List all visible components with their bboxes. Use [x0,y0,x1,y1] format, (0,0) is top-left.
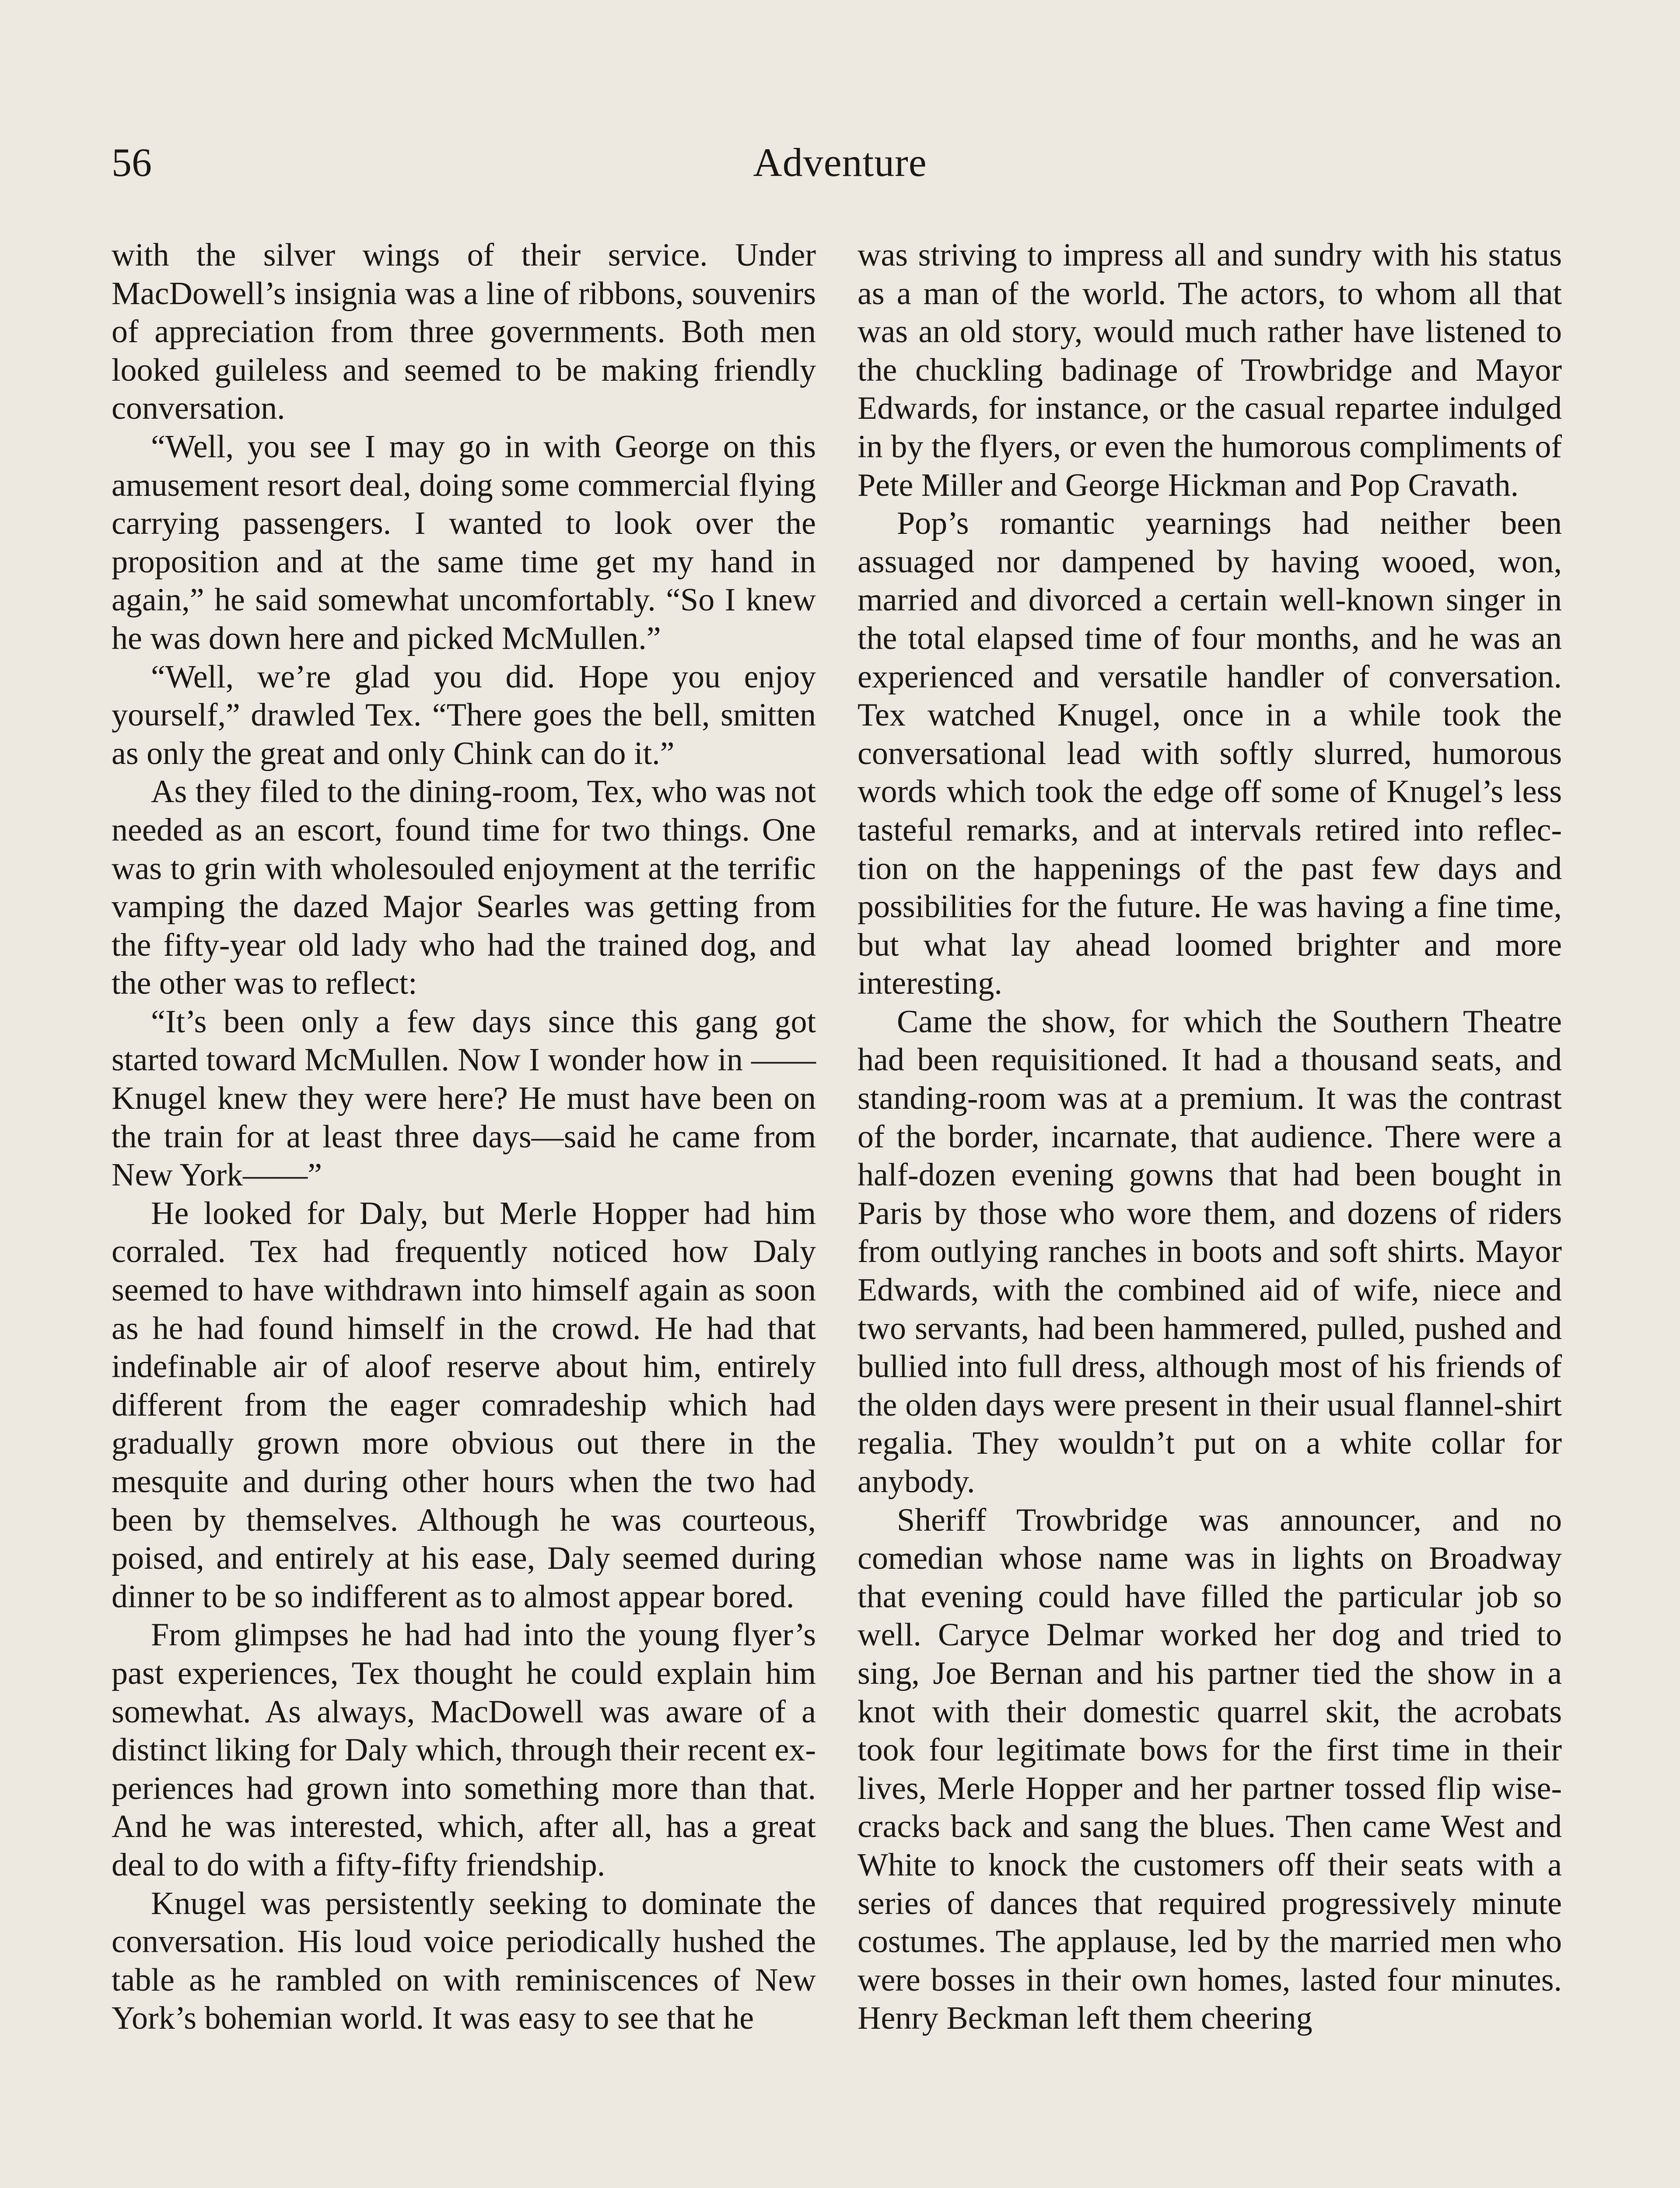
paragraph: Came the show, for which the Southern Theatre had been requisitioned. It had a thousand seats, and standing-room was at a premium. It was the contrast of the border, incarnate, that audience. There were a half-dozen evening gowns that had been bought in Paris by those who wore them, and dozens of riders from outlying ranches in boots and soft shirts. Mayor Edwards, with the combined aid of wife, niece and two servants, had been hammered, pulled, pushed and bullied into full dress, although most of his friends of the olden days were present in their usual flannel-shirt regalia. They wouldn’t put on a white collar for anybody. [858,1003,1562,1500]
page-number: 56 [112,140,152,185]
magazine-title: Adventure [753,140,927,185]
paragraph: was striving to impress all and sundry with his status as a man of the world. The actors, to whom all that was an old story, would much rather have listened to the chuckling badinage of Trowbridge and Mayor Edwards, for instance, or the casual repartee indulged in by the flyers, or even the humorous compliments of Pete Miller and George Hickman and Pop Cravath. [858,237,1562,503]
paragraph: Knugel was persistently seeking to dominate the conversation. His loud voice periodically hushed the table as he rambled on with reminiscences of New York’s bohemian world. It was easy to see that he [112,1885,816,2037]
text-column-left [112,236,816,2038]
paragraph: “It’s been only a few days since this gang got started toward McMullen. Now I wonder how in —— Knugel knew they were here? He must have been on the train for at least three days—said he came from New York——” [112,1003,816,1193]
paragraph: with the silver wings of their service. Under MacDowell’s insignia was a line of ribbons, souvenirs of appreciation from three governments. Both men looked guileless and seemed to be making friendly conversation. [112,237,816,427]
paragraph: Pop’s romantic yearnings had neither been assuaged nor dampened by having wooed, won, married and divorced a certain well-known singer in the total elapsed time of four months, and he was an experienced and versatile handler of conversation. Tex watched Knugel, once in a while took the conversational lead with softly slurred, humorous words which took the edge off some of Knugel’s less tasteful remarks, and at intervals retired into reflection on the happenings of the past few days and possibilities for the future. He was having a fine time, but what lay ahead loomed brighter and more interesting. [858,505,1562,1002]
text-column-right [858,236,1562,2038]
paragraph: Sheriff Trowbridge was announcer, and no comedian whose name was in lights on Broadway that evening could have filled the particular job so well. Caryce Delmar worked her dog and tried to sing, Joe Bernan and his partner tied the show in a knot with their domestic quarrel skit, the acrobats took four legitimate bows for the first time in their lives, Merle Hopper and her partner tossed flip wise-cracks back and sang the blues. Then came West and White to knock the customers off their seats with a series of dances that required progressively minute costumes. The applause, led by the married men who were bosses in their own homes, lasted four minutes. Henry Beckman left them cheering [858,1502,1562,2037]
paragraph: From glimpses he had had into the young flyer’s past experiences, Tex thought he could explain him somewhat. As always, MacDowell was aware of a distinct liking for Daly which, through their recent experiences had grown into something more than that. And he was interested, which, after all, has a great deal to do with a fifty-fifty friendship. [112,1617,816,1883]
paragraph: As they filed to the dining-room, Tex, who was not needed as an escort, found time for two things. One was to grin with wholesouled enjoyment at the terrific vamping the dazed Major Searles was getting from the fifty-year old lady who had the trained dog, and the other was to reflect: [112,774,816,1002]
paragraph: “Well, you see I may go in with George on this amusement resort deal, doing some commercial flying carrying passengers. I wanted to look over the proposition and at the same time get my hand in again,” he said somewhat uncomfortably. “So I knew he was down here and picked McMullen.” [112,428,816,656]
paragraph: “Well, we’re glad you did. Hope you enjoy yourself,” drawled Tex. “There goes the bell, smitten as only the great and only Chink can do it.” [112,659,816,771]
running-head [112,139,1568,192]
paragraph: He looked for Daly, but Merle Hopper had him corraled. Tex had frequently noticed how Daly seemed to have withdrawn into himself again as soon as he had found himself in the crowd. He had that indefinable air of aloof reserve about him, entirely different from the eager comradeship which had gradually grown more obvious out there in the mesquite and during other hours when the two had been by themselves. Although he was courteous, poised, and entirely at his ease, Daly seemed during dinner to be so indifferent as to almost appear bored. [112,1195,816,1615]
